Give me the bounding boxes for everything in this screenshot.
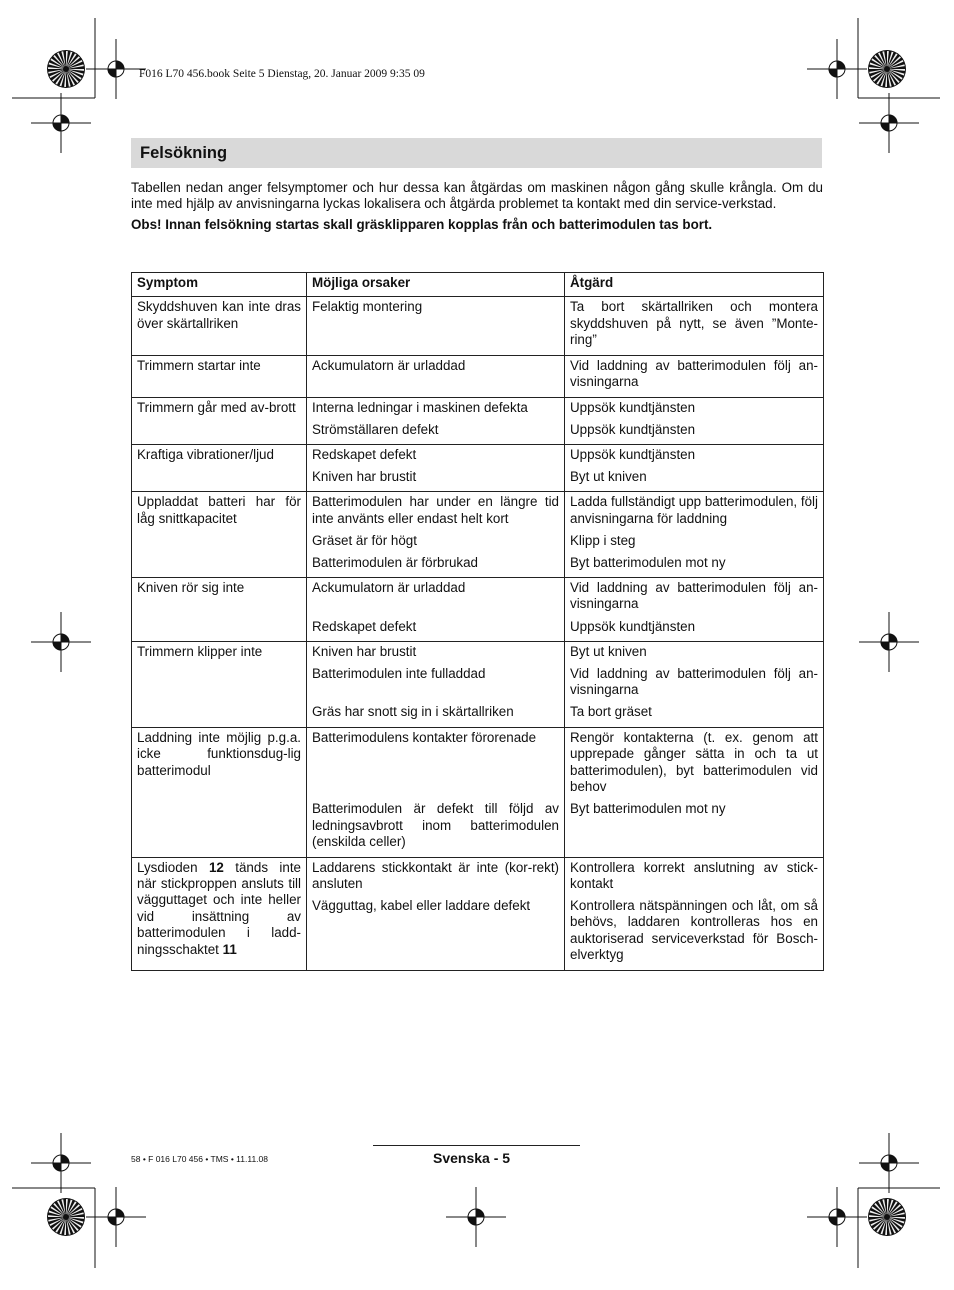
action-item: Kontrollera korrekt anslutning av stick-kontakt xyxy=(570,859,818,891)
column-header-causes: Möjliga orsaker xyxy=(307,273,565,297)
table-header-row xyxy=(132,273,824,297)
registration-mark xyxy=(446,1187,506,1247)
table-row xyxy=(132,727,824,857)
action-item: Vid laddning av batterimodulen följ an-visningarna xyxy=(570,580,818,612)
cause-item: Batterimodulen har under en längre tid inte använts eller endast helt kort xyxy=(312,494,559,526)
action-item: Byt batterimodulen mot ny xyxy=(570,801,726,817)
action-cell xyxy=(565,578,824,642)
cause-item: Laddarens stickkontakt är inte (kor-rekt) ansluten xyxy=(312,859,559,891)
action-cell xyxy=(565,397,824,444)
symptom-cell: Skyddshuven kan inte dras över skärtallriken xyxy=(132,297,307,355)
symptom-cell: Trimmern startar inte xyxy=(132,355,307,397)
column-header-actions: Åtgärd xyxy=(565,273,824,297)
action-item: Kontrollera nätspänningen och låt, om så behövs, laddaren kontrolleras hos en auktoriserad serviceverkstad för Bosch-elverktyg xyxy=(570,898,818,963)
action-item: Uppsök kundtjänsten xyxy=(570,446,696,462)
table-row xyxy=(132,578,824,642)
color-rosette xyxy=(868,50,906,88)
color-rosette xyxy=(47,1198,85,1236)
registration-mark xyxy=(859,93,919,153)
page-title: Felsökning xyxy=(140,144,228,162)
action-item: Rengör kontakterna (t. ex. genom att upprepade gånger sätta in och ta ut batterimodulen), byt batterimodulen vid behov xyxy=(570,729,818,794)
cause-item: Batterimodulens kontakter förorenade xyxy=(312,729,537,745)
registration-mark xyxy=(31,612,91,672)
action-cell xyxy=(565,444,824,491)
action-item: Ta bort gräset xyxy=(570,704,652,720)
table-row xyxy=(132,444,824,491)
action-item: Byt ut kniven xyxy=(570,643,647,659)
cause-cell xyxy=(307,578,565,642)
cause-item: Felaktig montering xyxy=(312,299,423,315)
action-item: Uppsök kundtjänsten xyxy=(570,618,696,634)
action-cell xyxy=(565,297,824,355)
cause-item: Batterimodulen är defekt till följd av ledningsavbrott inom batterimodulen (enskilda celler) xyxy=(312,801,559,850)
cause-item: Kniven har brustit xyxy=(312,643,417,659)
action-item: Vid laddning av batterimodulen följ an-visningarna xyxy=(570,357,818,390)
footer-page-label: Svenska - 5 xyxy=(433,1150,511,1166)
cause-item: Batterimodulen inte fulladdad xyxy=(312,665,486,681)
cause-item: Ackumulatorn är urladdad xyxy=(312,580,466,596)
symptom-cell xyxy=(132,857,307,971)
cause-cell xyxy=(307,857,565,971)
cause-item: Interna ledningar i maskinen defekta xyxy=(312,399,528,415)
color-rosette xyxy=(47,50,85,88)
symptom-cell: Trimmern går med av-brott xyxy=(132,397,307,444)
cause-item: Gräs har snott sig in i skärtallriken xyxy=(312,704,514,720)
warning-note: Obs! Innan felsökning startas skall gräsklipparen kopplas från och batterimodulen tas bort. xyxy=(131,216,713,232)
symptom-cell: Kniven rör sig inte xyxy=(132,578,307,642)
cause-item: Strömställaren defekt xyxy=(312,421,439,437)
table-row xyxy=(132,297,824,355)
footer-code: 58 • F 016 L70 456 • TMS • 11.11.08 xyxy=(131,1154,268,1164)
registration-mark xyxy=(31,1133,91,1193)
cause-item: Kniven har brustit xyxy=(312,468,417,484)
cause-cell xyxy=(307,297,565,355)
symptom-text: Lysdioden xyxy=(137,859,209,875)
action-cell xyxy=(565,857,824,971)
table-row xyxy=(132,397,824,444)
symptom-cell: Trimmern klipper inte xyxy=(132,641,307,727)
cause-cell xyxy=(307,444,565,491)
table-row xyxy=(132,857,824,971)
cause-cell xyxy=(307,492,565,578)
action-item: Klipp i steg xyxy=(570,532,636,548)
cause-cell xyxy=(307,397,565,444)
intro-paragraph: Tabellen nedan anger felsymptomer och hur dessa kan åtgärdas om maskinen någon gång skulle krångla. Om du inte med hjälp av anvisningarna lyckas lokalisera och åtgärda problemet ta kontakt med din service-verkstad. xyxy=(131,180,823,212)
action-item: Uppsök kundtjänsten xyxy=(570,399,696,415)
registration-mark xyxy=(31,93,91,153)
section-title-bar xyxy=(131,138,822,168)
print-header: F016 L70 456.book Seite 5 Dienstag, 20. Januar 2009 9:35 09 xyxy=(139,68,425,80)
troubleshooting-table xyxy=(131,272,824,971)
action-item: Ladda fullständigt upp batterimodulen, följ anvisningarna för laddning xyxy=(570,494,818,526)
table-row xyxy=(132,492,824,578)
table-row xyxy=(132,641,824,727)
action-item: Byt batterimodulen mot ny xyxy=(570,554,726,570)
symptom-cell: Uppladdat batteri har för låg snittkapacitet xyxy=(132,492,307,578)
cause-item: Gräset är för högt xyxy=(312,532,417,548)
action-cell xyxy=(565,727,824,857)
action-cell xyxy=(565,355,824,397)
table-row xyxy=(132,355,824,397)
color-rosette xyxy=(868,1198,906,1236)
action-item: Uppsök kundtjänsten xyxy=(570,421,696,437)
part-reference-number: 11 xyxy=(222,941,237,957)
cause-cell xyxy=(307,641,565,727)
cause-item: Redskapet defekt xyxy=(312,446,417,462)
cause-cell xyxy=(307,355,565,397)
symptom-cell: Kraftiga vibrationer/ljud xyxy=(132,444,307,491)
action-item: Ta bort skärtallriken och montera skyddshuven på nytt, se även ”Monte-ring” xyxy=(570,299,818,348)
action-cell xyxy=(565,492,824,578)
cause-item: Vägguttag, kabel eller laddare defekt xyxy=(312,898,531,913)
cause-item: Ackumulatorn är urladdad xyxy=(312,357,466,373)
cause-item: Redskapet defekt xyxy=(312,618,417,634)
intro-text xyxy=(131,180,823,233)
action-item: Byt ut kniven xyxy=(570,468,647,484)
column-header-symptom: Symptom xyxy=(132,273,307,297)
symptom-text: tänds inte när stickproppen ansluts till vägguttaget och inte heller vid insättning av batterimodulen i ladd-ningsschaktet xyxy=(137,859,301,957)
cause-item: Batterimodulen är förbrukad xyxy=(312,554,478,570)
action-cell xyxy=(565,641,824,727)
part-reference-number: 12 xyxy=(208,859,224,875)
registration-mark xyxy=(859,612,919,672)
cause-cell xyxy=(307,727,565,857)
registration-mark xyxy=(859,1133,919,1193)
action-item: Vid laddning av batterimodulen följ an-visningarna xyxy=(570,665,818,698)
symptom-cell: Laddning inte möjlig p.g.a. icke funktionsdug-lig batterimodul xyxy=(132,727,307,857)
footer-rule xyxy=(373,1145,580,1146)
